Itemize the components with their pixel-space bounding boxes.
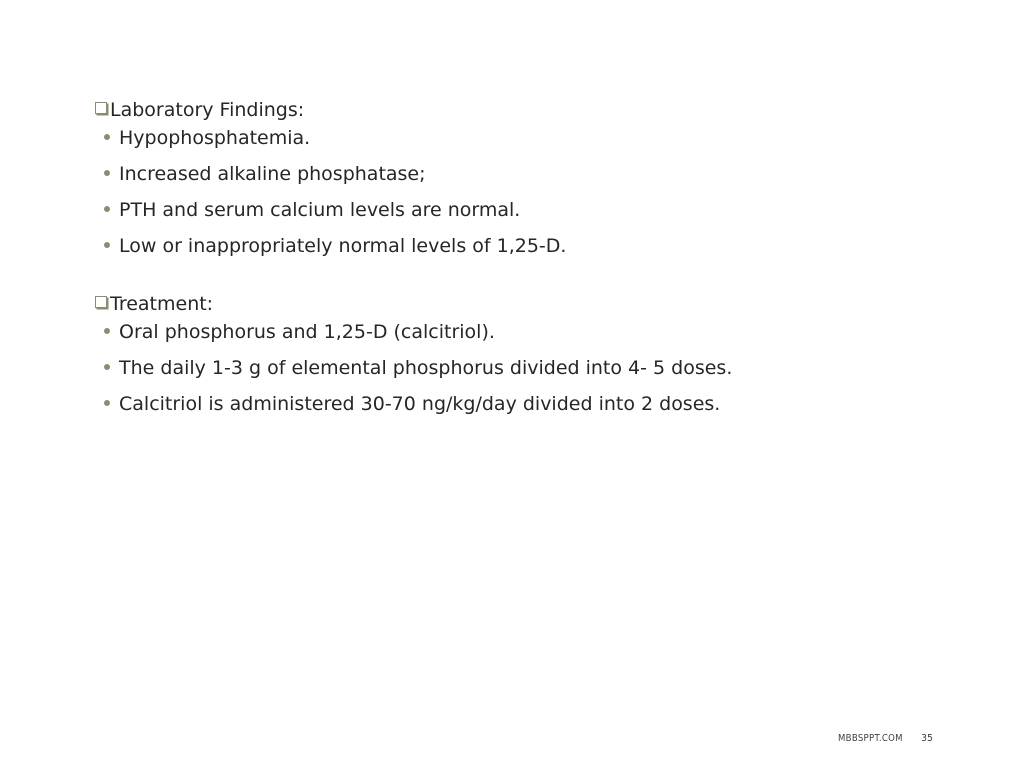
- list-item-text: The daily 1-3 g of elemental phosphorus divided into 4- 5 doses.: [119, 357, 733, 379]
- list-item: [104, 232, 566, 260]
- footer-site-label: MBBSPPT.COM: [838, 733, 903, 744]
- list-item: [104, 160, 566, 188]
- list-item: [104, 390, 732, 418]
- list-item: [104, 196, 566, 224]
- section-heading: [95, 96, 566, 124]
- slide-number: 35: [921, 733, 934, 744]
- checkbox-icon: [95, 296, 107, 308]
- section-heading-text: Treatment:: [110, 293, 214, 315]
- list-item-text: Increased alkaline phosphatase;: [119, 163, 426, 185]
- list-item-text: Hypophosphatemia.: [119, 127, 311, 149]
- bullet-icon: [104, 134, 110, 140]
- bullet-icon: [104, 400, 110, 406]
- section-treatment: [95, 290, 732, 418]
- section-laboratory-findings: [95, 96, 566, 260]
- list-item-text: Oral phosphorus and 1,25-D (calcitriol).: [119, 321, 495, 343]
- bullet-list: [95, 318, 732, 418]
- section-heading-text: Laboratory Findings:: [110, 99, 305, 121]
- list-item: [104, 124, 566, 152]
- checkbox-icon: [95, 102, 107, 114]
- list-item-text: Low or inappropriately normal levels of 1,25-D.: [119, 235, 567, 257]
- list-item-text: Calcitriol is administered 30-70 ng/kg/day divided into 2 doses.: [119, 393, 721, 415]
- list-item: [104, 318, 732, 346]
- bullet-list: [95, 124, 566, 260]
- section-heading: [95, 290, 732, 318]
- bullet-icon: [104, 206, 110, 212]
- bullet-icon: [104, 328, 110, 334]
- bullet-icon: [104, 242, 110, 248]
- list-item-text: PTH and serum calcium levels are normal.: [119, 199, 521, 221]
- bullet-icon: [104, 364, 110, 370]
- bullet-icon: [104, 170, 110, 176]
- list-item: [104, 354, 732, 382]
